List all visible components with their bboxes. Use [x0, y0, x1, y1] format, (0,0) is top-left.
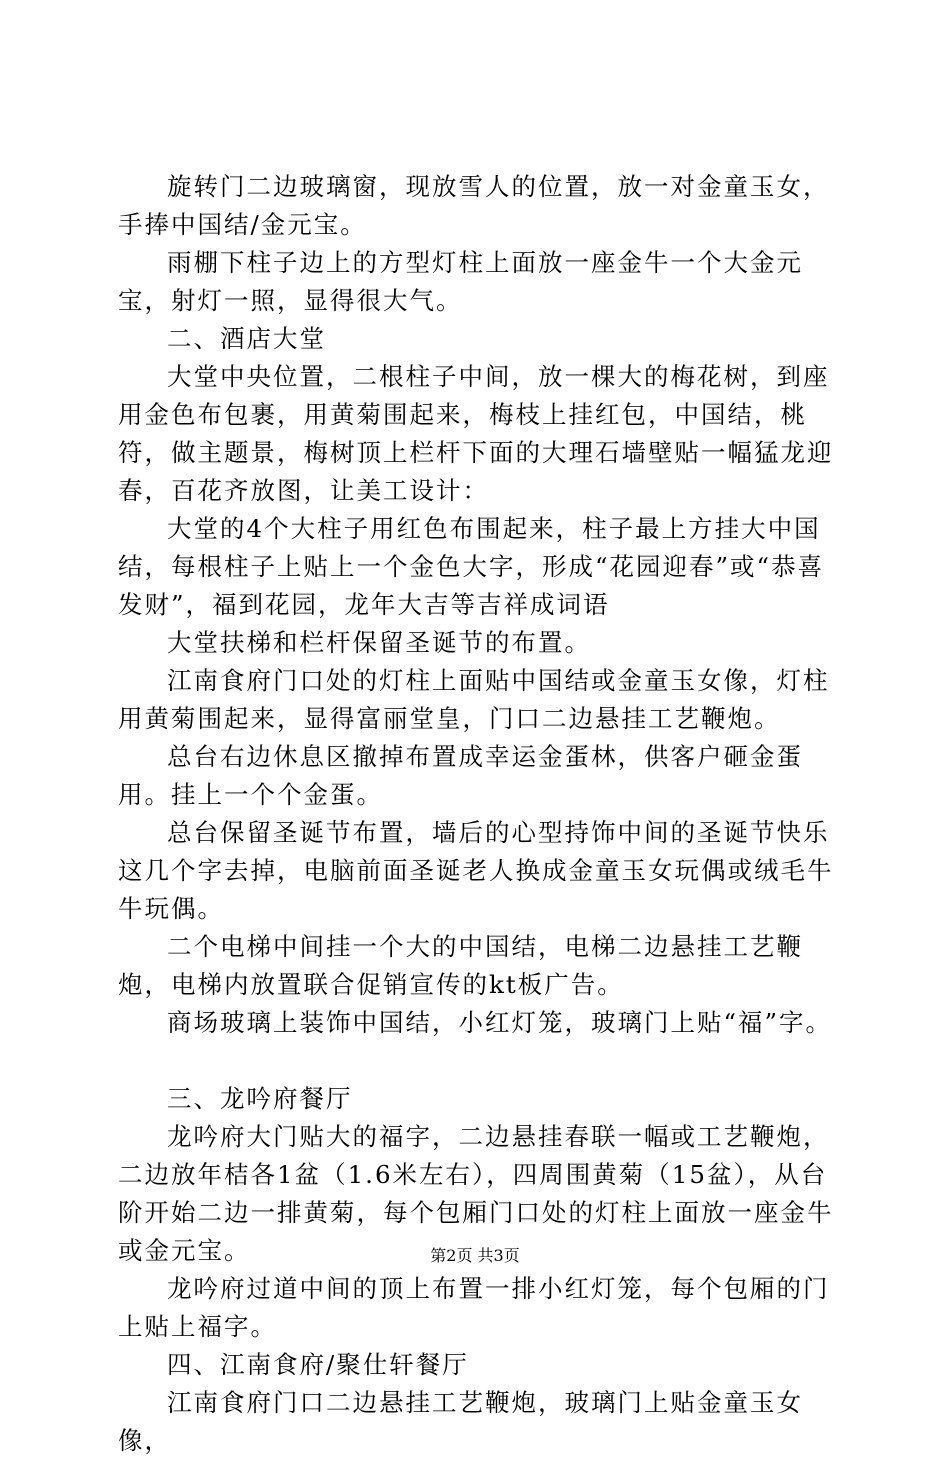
- section-heading: 四、江南食府/聚仕轩餐厅: [167, 1350, 469, 1379]
- paragraph: 龙吟府过道中间的顶上布置一排小红灯笼，每个包厢的门上贴上福字。: [118, 1274, 830, 1341]
- section-heading: 二、酒店大堂: [167, 324, 326, 353]
- paragraph: 大堂中央位置，二根柱子中间，放一棵大的梅花树，到座用金色布包裹，用黄菊围起来，梅枝上挂红包，中国结，桃符，做主题景，梅树顶上栏杆下面的大理石墙壁贴一幅猛龙迎春，百花齐放图，让美工设计：: [118, 362, 834, 505]
- page-number-footer: 第2页 共3页: [430, 1246, 520, 1265]
- paragraph: 旋转门二边玻璃窗，现放雪人的位置，放一对金童玉女，手捧中国结/金元宝。: [118, 172, 830, 239]
- paragraph: 江南食府门口处的灯柱上面贴中国结或金童玉女像，灯柱用黄菊围起来，显得富丽堂皇，门口二边悬挂工艺鞭炮。: [118, 666, 830, 733]
- paragraph: 商场玻璃上装饰中国结，小红灯笼，玻璃门上贴“福”字。: [167, 1008, 833, 1037]
- paragraph: 总台保留圣诞节布置，墙后的心型持饰中间的圣诞节快乐这几个字去掉，电脑前面圣诞老人换成金童玉女玩偶或绒毛牛牛玩偶。: [118, 818, 834, 923]
- paragraph: 龙吟府大门贴大的福字，二边悬挂春联一幅或工艺鞭炮，二边放年桔各1盆（1.6米左右），四周围黄菊（15盆），从台阶开始二边一排黄菊，每个包厢门口处的灯柱上面放一座金牛或金元宝。: [118, 1122, 834, 1265]
- blank-line: [118, 1042, 848, 1080]
- paragraph: 二个电梯中间挂一个大的中国结，电梯二边悬挂工艺鞭炮，电梯内放置联合促销宣传的kt板广告。: [118, 932, 803, 999]
- paragraph: 雨棚下柱子边上的方型灯柱上面放一座金牛一个大金元宝，射灯一照，显得很大气。: [118, 248, 803, 315]
- paragraph: 江南食府门口二边悬挂工艺鞭炮，玻璃门上贴金童玉女像，: [118, 1388, 803, 1455]
- paragraph: 大堂扶梯和栏杆保留圣诞节的布置。: [167, 628, 591, 657]
- paragraph: 总台右边休息区撤掉布置成幸运金蛋林，供客户砸金蛋用。挂上一个个金蛋。: [118, 742, 803, 809]
- document-body: [118, 168, 848, 1460]
- section-heading: 三、龙吟府餐厅: [167, 1084, 353, 1113]
- paragraph: 大堂的4个大柱子用红色布围起来，柱子最上方挂大中国结，每根柱子上贴上一个金色大字，形成“花园迎春”或“恭喜发财”，福到花园，龙年大吉等吉祥成词语: [118, 514, 825, 619]
